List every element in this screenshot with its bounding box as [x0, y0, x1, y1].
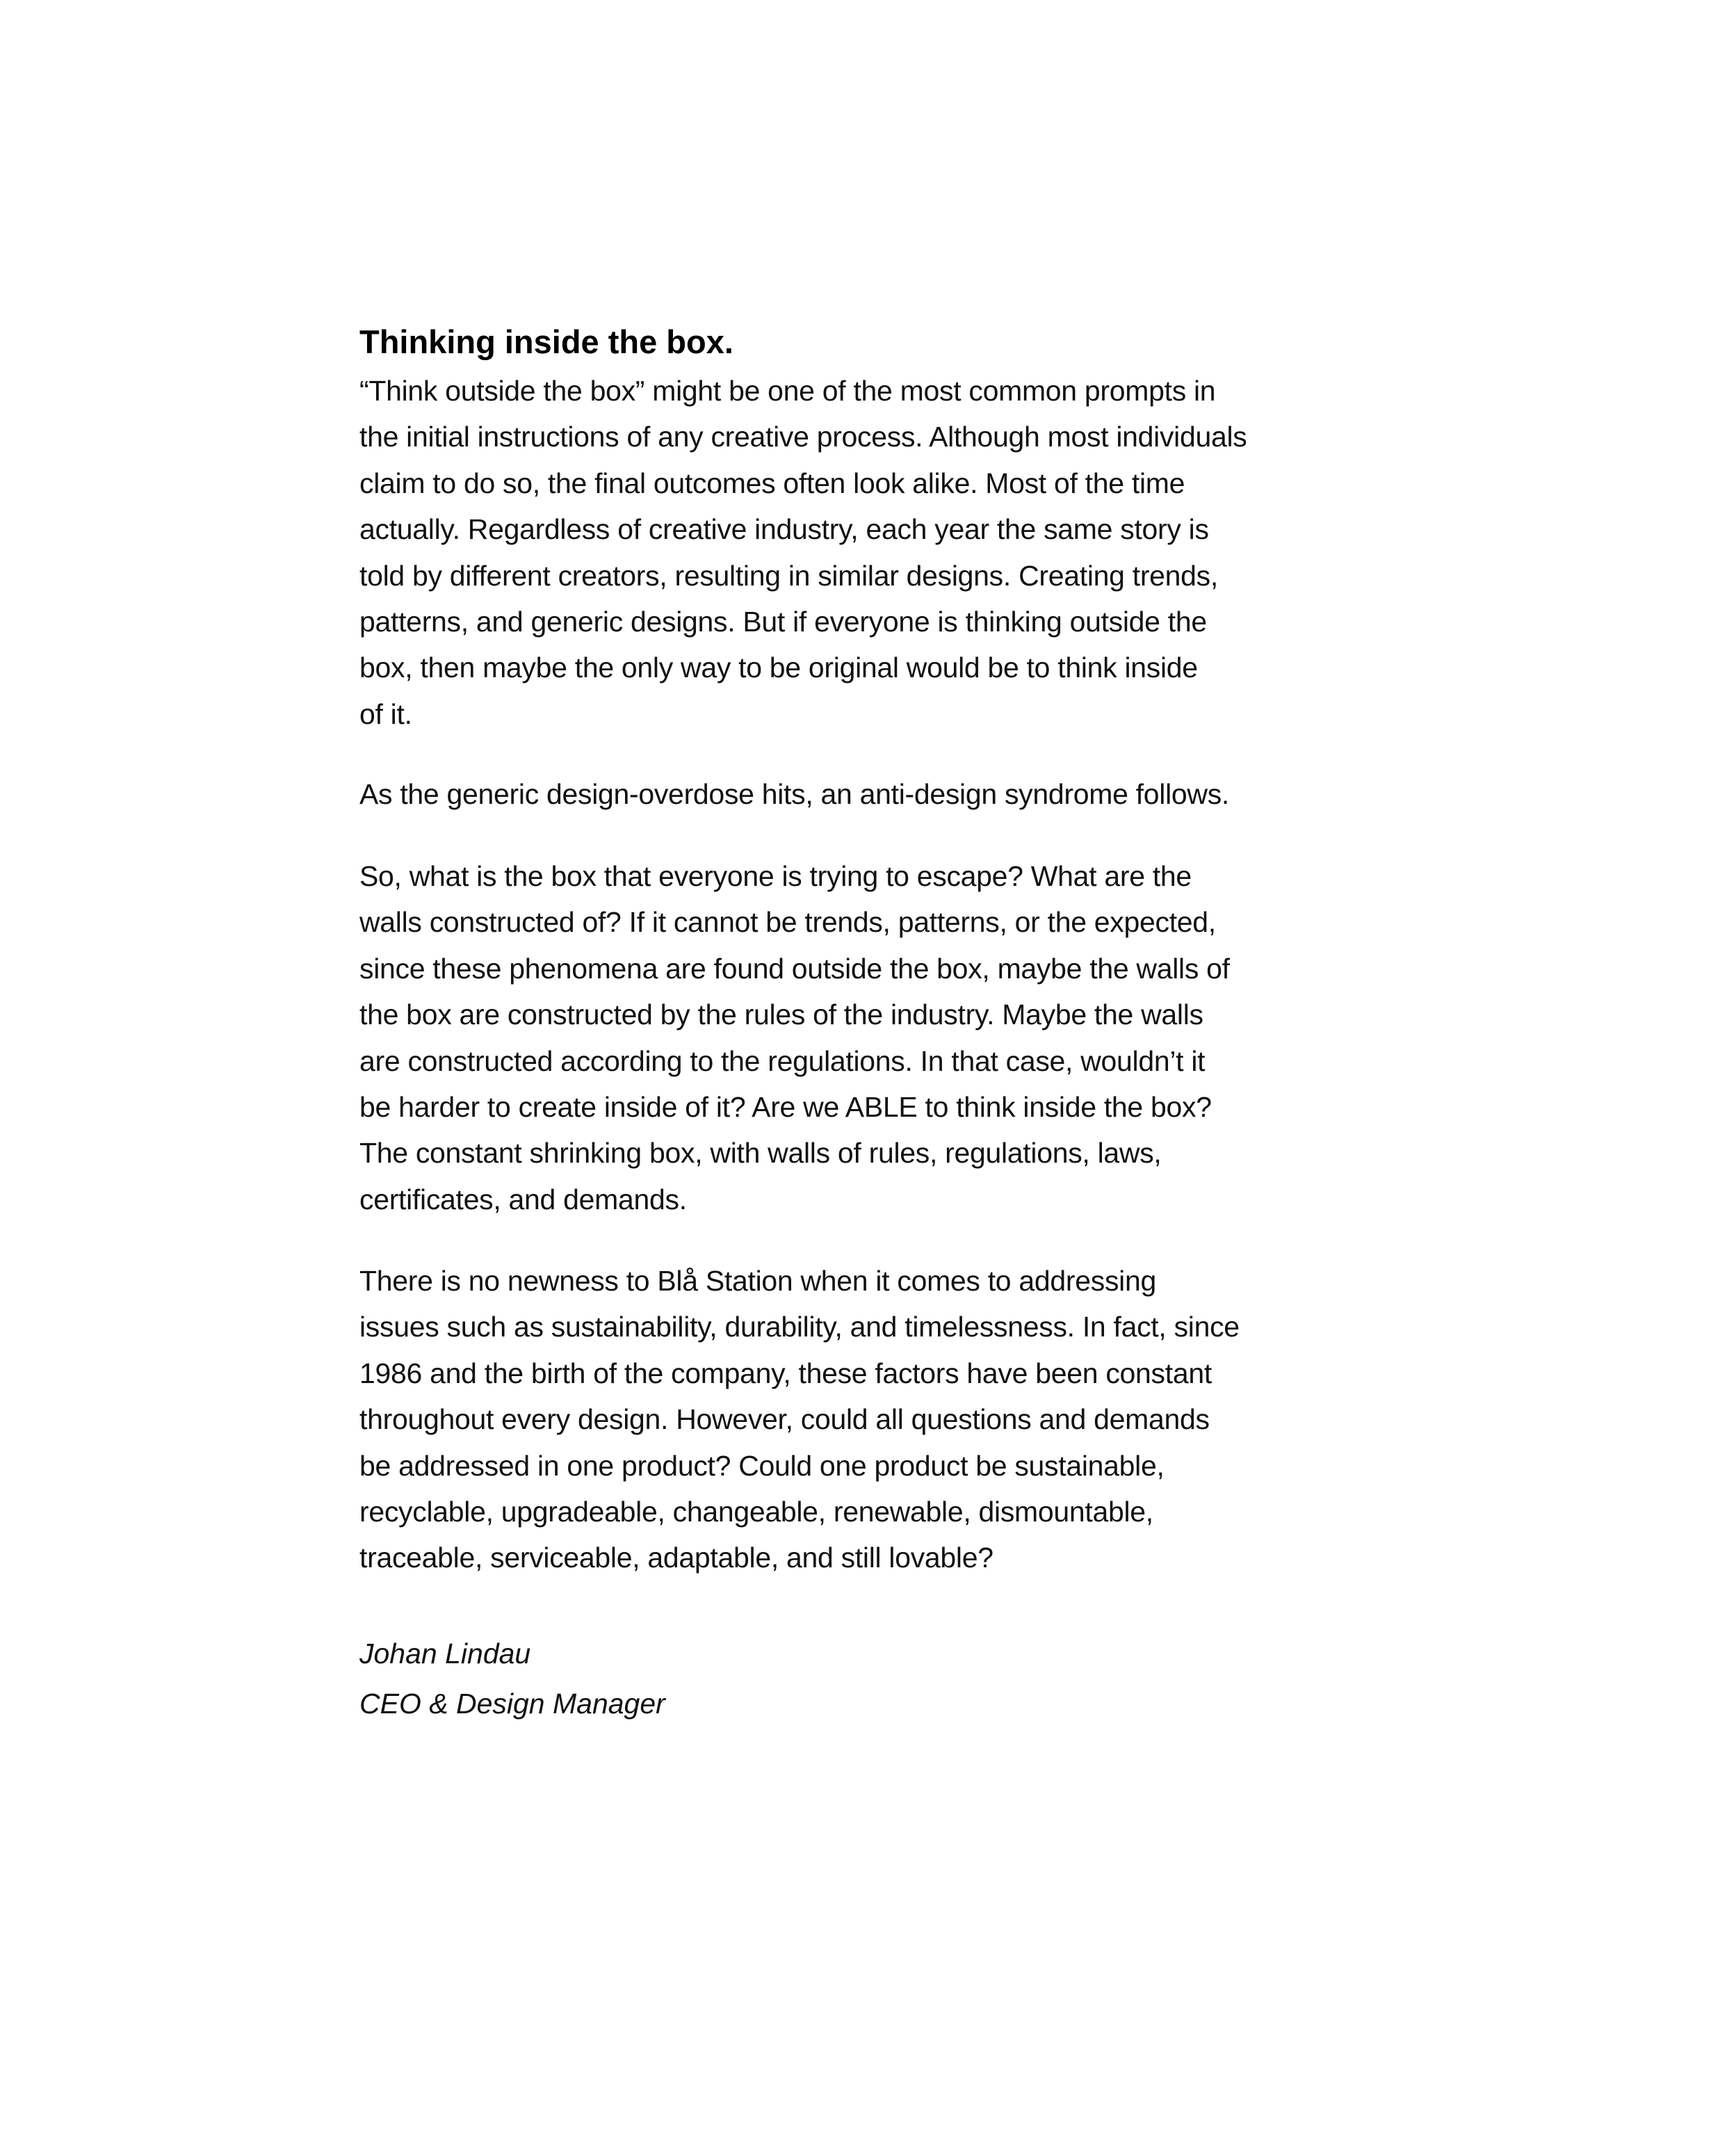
text-line: the box are constructed by the rules of the industry. Maybe the walls — [359, 999, 1203, 1031]
text-line: box, then maybe the only way to be original would be to think inside — [359, 652, 1198, 684]
paragraph-3 — [359, 853, 1230, 1222]
text-line: The constant shrinking box, with walls of rules, regulations, laws, — [359, 1137, 1162, 1170]
paragraph-2 — [359, 771, 1229, 817]
text-line: 1986 and the birth of the company, these factors have been constant — [359, 1357, 1212, 1389]
text-line: be addressed in one product? Could one product be sustainable, — [359, 1449, 1165, 1482]
text-line: certificates, and demands. — [359, 1183, 687, 1215]
paragraph-4 — [359, 1258, 1240, 1581]
text-line: claim to do so, the final outcomes often look alike. Most of the time — [359, 467, 1185, 499]
signature-name: Johan Lindau — [359, 1638, 531, 1670]
text-line: of it. — [359, 697, 412, 730]
text-line: recyclable, upgradeable, changeable, renewable, dismountable, — [359, 1496, 1153, 1528]
text-line: traceable, serviceable, adaptable, and still lovable? — [359, 1542, 993, 1574]
text-line: actually. Regardless of creative industry, each year the same story is — [359, 513, 1209, 546]
text-line: walls constructed of? If it cannot be trends, patterns, or the expected, — [359, 906, 1216, 939]
paragraph-1 — [359, 368, 1247, 737]
text-line: told by different creators, resulting in similar designs. Creating trends, — [359, 559, 1218, 592]
text-line: be harder to create inside of it? Are we ABLE to think inside the box? — [359, 1091, 1212, 1124]
text-line: As the generic design-overdose hits, an anti-design syndrome follows. — [359, 778, 1229, 810]
text-line: the initial instructions of any creative process. Although most individuals — [359, 421, 1247, 453]
text-line: throughout every design. However, could all questions and demands — [359, 1403, 1210, 1436]
page-title: Thinking inside the box. — [359, 323, 733, 360]
text-line: “Think outside the box” might be one of the most common prompts in — [359, 375, 1216, 407]
signature — [359, 1628, 665, 1729]
text-line: So, what is the box that everyone is trying to escape? What are the — [359, 860, 1192, 892]
text-line: since these phenomena are found outside the box, maybe the walls of — [359, 952, 1230, 985]
text-line: patterns, and generic designs. But if everyone is thinking outside the — [359, 606, 1207, 638]
text-line: issues such as sustainability, durability, and timelessness. In fact, since — [359, 1311, 1240, 1343]
text-line: are constructed according to the regulations. In that case, wouldn’t it — [359, 1044, 1206, 1077]
text-line: There is no newness to Blå Station when it comes to addressing — [359, 1265, 1156, 1297]
signature-role: CEO & Design Manager — [359, 1688, 665, 1720]
